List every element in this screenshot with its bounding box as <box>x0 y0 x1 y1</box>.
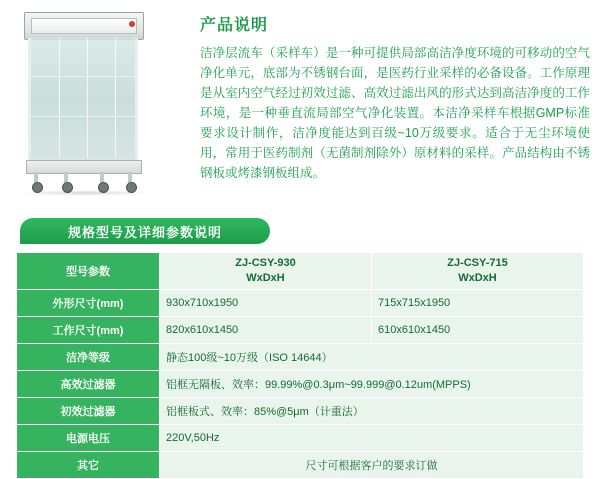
row-value-other: 尺寸可根据客户的要求订做 <box>160 452 584 479</box>
row-value-outer-dims-715: 715x715x1950 <box>372 290 584 317</box>
row-label-hepa-filter: 高效过滤器 <box>17 371 160 398</box>
cabinet-glass-enclosure <box>28 38 138 160</box>
glass-divider <box>59 38 60 158</box>
spec-table <box>16 252 584 479</box>
photo-shadow <box>20 190 150 196</box>
description-body: 洁净层流车（采样车）是一种可提供局部高洁净度环境的可移动的空气净化单元，底部为不锈钢台面，是医药行业采样的必备设备。工作原理是从室内空气经过初效过滤、高效过滤出风的形式达到高洁净度的工作环境，是一种垂直流局部空气净化装置。本洁净采样车根据GMP标准要求设计制作，洁净度能达到百级~10万级要求。适合于无尘环境使用，常用于医药制剂（无菌制剂除外）原材料的采样。产品结构由不锈钢板或烤漆钢板组成。 <box>200 46 590 180</box>
row-label-other: 其它 <box>17 452 160 479</box>
table-row <box>17 290 584 317</box>
power-indicator-icon <box>129 21 135 27</box>
header-param-label: 型号参数 <box>17 253 160 290</box>
row-value-work-dims-715: 610x610x1450 <box>372 317 584 344</box>
header-model-2-name: ZJ-CSY-715 <box>447 257 508 269</box>
cabinet-illustration <box>24 12 144 190</box>
table-row <box>17 452 584 479</box>
row-label-clean-class: 洁净等级 <box>17 344 160 371</box>
cabinet-base <box>26 160 142 174</box>
product-image <box>10 8 190 208</box>
table-row <box>17 398 584 425</box>
glass-horizontal-line <box>31 116 135 117</box>
cabinet-canopy-panel <box>31 18 137 34</box>
table-row <box>17 425 584 452</box>
glass-divider <box>87 38 88 158</box>
description-title: 产品说明 <box>200 17 269 34</box>
description-block <box>200 12 590 183</box>
row-value-pre-filter: 铝框板式、效率：85%@5μm（计重法） <box>160 398 584 425</box>
row-value-work-dims-930: 820x610x1450 <box>160 317 372 344</box>
section-banner: 规格型号及详细参数说明 <box>20 218 270 244</box>
table-row <box>17 317 584 344</box>
row-label-pre-filter: 初效过滤器 <box>17 398 160 425</box>
header-model-2 <box>372 253 584 290</box>
row-value-clean-class: 静态100级~10万级（ISO 14644） <box>160 344 584 371</box>
header-model-1-name: ZJ-CSY-930 <box>235 257 296 269</box>
row-label-outer-dims: 外形尺寸(mm) <box>17 290 160 317</box>
row-label-work-dims: 工作尺寸(mm) <box>17 317 160 344</box>
table-header-row <box>17 253 584 290</box>
glass-divider <box>115 38 116 158</box>
header-model-1-dims: WxDxH <box>246 272 285 284</box>
row-value-hepa-filter: 铝框无隔板、效率：99.99%@0.3μm~99.999@0.12um(MPPS) <box>160 371 584 398</box>
row-value-outer-dims-930: 930x710x1950 <box>160 290 372 317</box>
header-model-2-dims: WxDxH <box>458 272 497 284</box>
row-value-voltage: 220V,50Hz <box>160 425 584 452</box>
header-model-1 <box>160 253 372 290</box>
cabinet-canopy <box>24 12 144 40</box>
row-label-voltage: 电源电压 <box>17 425 160 452</box>
glass-horizontal-line <box>31 76 135 77</box>
table-row <box>17 371 584 398</box>
table-row <box>17 344 584 371</box>
